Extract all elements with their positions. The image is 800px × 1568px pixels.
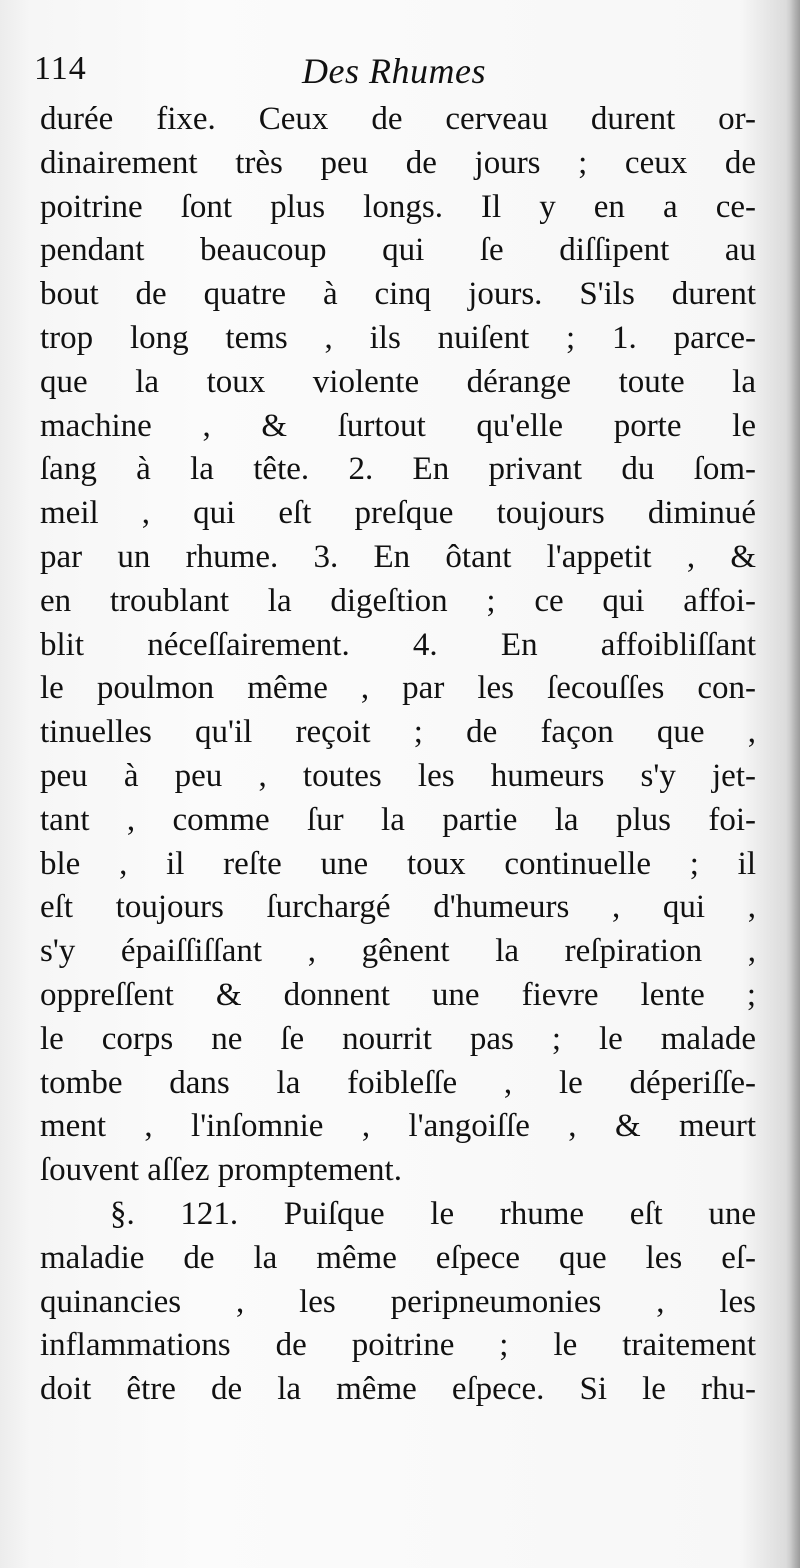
- text-line: poitrine ſont plus longs. Il y en a ce-: [40, 188, 756, 225]
- text-line: ſang à la tête. 2. En privant du ſom-: [40, 451, 756, 488]
- body-text: [40, 98, 756, 1412]
- text-line: dinairement très peu de jours ; ceux de: [40, 144, 756, 181]
- text-line: trop long tems , ils nuiſent ; 1. parce-: [40, 319, 756, 356]
- text-line: doit être de la même eſpece. Si le rhu-: [40, 1371, 756, 1408]
- page-edge-shadow: [786, 0, 800, 1568]
- text-line: par un rhume. 3. En ôtant l'appetit , &: [40, 538, 756, 575]
- text-line: en troublant la digeſtion ; ce qui affoi-: [40, 582, 756, 619]
- text-line: bout de quatre à cinq jours. S'ils durent: [40, 276, 756, 313]
- text-line: peu à peu , toutes les humeurs s'y jet-: [40, 757, 756, 794]
- text-line: oppreſſent & donnent une fievre lente ;: [40, 976, 756, 1013]
- section-start-line: §. 121. Puiſque le rhume eſt une: [110, 1195, 756, 1232]
- page-number: 114: [34, 50, 87, 87]
- text-line: tombe dans la foibleſſe , le déperiſſe-: [40, 1064, 756, 1101]
- paragraph-end-line: ſouvent aſſez promptement.: [40, 1152, 402, 1189]
- text-line: durée fixe. Ceux de cerveau durent or-: [40, 101, 756, 137]
- text-line: le corps ne ſe nourrit pas ; le malade: [40, 1020, 756, 1057]
- page-header: [34, 50, 754, 100]
- text-line: ment , l'inſomnie , l'angoiſſe , & meurt: [40, 1108, 756, 1145]
- text-line: meil , qui eſt preſque toujours diminué: [40, 495, 756, 532]
- text-line: pendant beaucoup qui ſe diſſipent au: [40, 232, 756, 269]
- text-line: inflammations de poitrine ; le traitement: [40, 1327, 756, 1364]
- text-line: le poulmon même , par les ſecouſſes con-: [40, 670, 756, 707]
- text-line: tinuelles qu'il reçoit ; de façon que ,: [40, 714, 756, 751]
- text-line: machine , & ſurtout qu'elle porte le: [40, 407, 756, 444]
- text-line: quinancies , les peripneumonies , les: [40, 1283, 756, 1320]
- text-line: maladie de la même eſpece que les eſ-: [40, 1239, 756, 1276]
- text-line: que la toux violente dérange toute la: [40, 363, 756, 400]
- text-line: tant , comme ſur la partie la plus foi-: [40, 801, 756, 838]
- text-line: blit néceſſairement. 4. En affoibliſſant: [40, 626, 756, 663]
- running-head: Des Rhumes: [302, 51, 486, 91]
- text-line: ble , il reſte une toux continuelle ; il: [40, 845, 756, 882]
- text-line: s'y épaiſſiſſant , gênent la reſpiration ,: [40, 933, 756, 970]
- text-line: eſt toujours ſurchargé d'humeurs , qui ,: [40, 889, 756, 926]
